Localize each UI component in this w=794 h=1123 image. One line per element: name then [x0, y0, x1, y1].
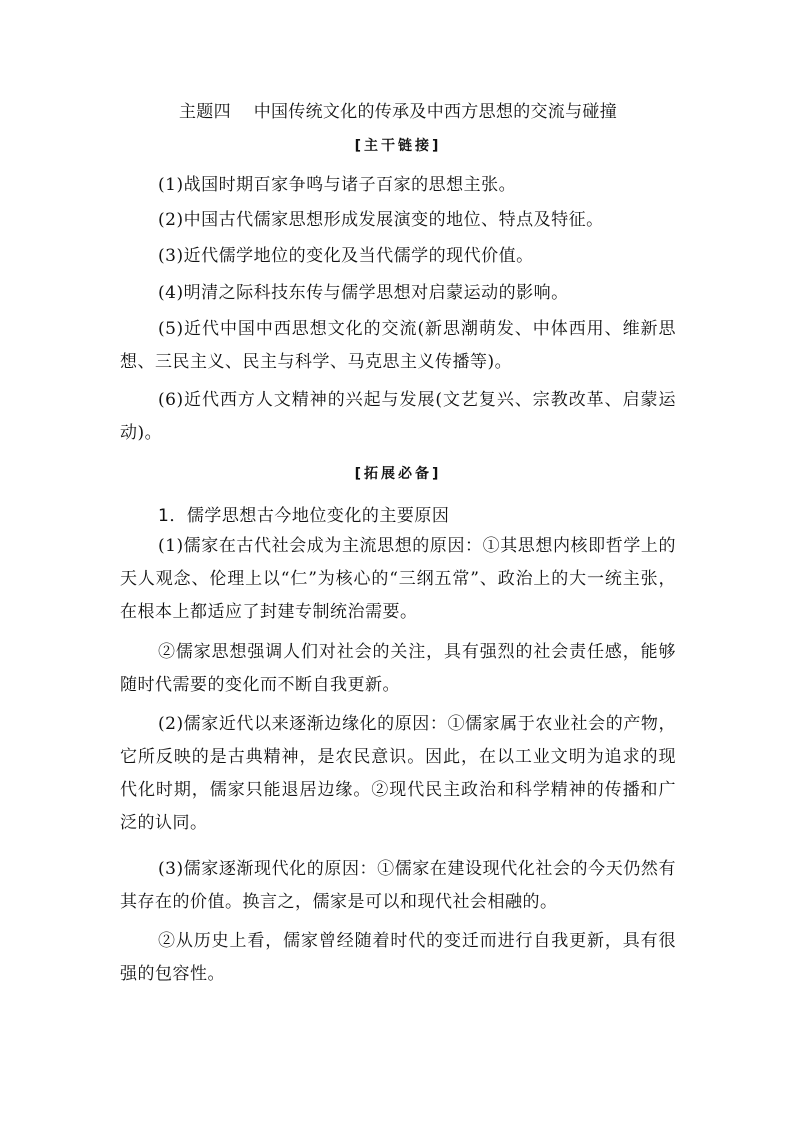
subsection-heading: 1．儒学思想古今地位变化的主要原因: [158, 506, 450, 526]
paragraph-3: (2)儒家近代以来逐渐边缘化的原因：①儒家属于农业社会的产物，它所反映的是古典精神，是农民意识。因此，在以工业文明为追求的现代化时期，儒家只能退居边缘。②现代民主政治和科学精神的传播和广泛的认同。: [120, 714, 676, 833]
paragraph-5: ②从历史上看，儒家曾经随着时代的变迁而进行自我更新，具有很强的包容性。: [120, 931, 676, 984]
main-link-item-6: (6)近代西方人文精神的兴起与发展(文艺复兴、宗教改革、启蒙运动)。: [120, 390, 676, 443]
main-link-item-4: (4)明清之际科技东传与儒学思想对启蒙运动的影响。: [158, 283, 569, 303]
paragraph-2: ②儒家思想强调人们对社会的关注，具有强烈的社会责任感，能够随时代需要的变化而不断自我更新。: [120, 642, 676, 695]
section-label-extension: [拓展必备]: [354, 466, 442, 482]
page-title: 主题四 中国传统文化的传承及中西方思想的交流与碰撞: [178, 102, 617, 122]
paragraph-1: (1)儒家在古代社会成为主流思想的原因：①其思想内核即哲学上的天人观念、伦理上以“仁”为核心的“三纲五常”、政治上的大一统主张，在根本上都适应了封建专制统治需要。: [120, 536, 676, 622]
paragraph-4: (3)儒家逐渐现代化的原因：①儒家在建设现代化社会的今天仍然有其存在的价值。换言之，儒家是可以和现代社会相融的。: [120, 859, 676, 912]
section-label-main-links: [主干链接]: [354, 138, 442, 154]
main-link-item-5: (5)近代中国中西思想文化的交流(新思潮萌发、中体西用、维新思想、三民主义、民主与科学、马克思主义传播等)。: [120, 319, 676, 372]
main-link-item-1: (1)战国时期百家争鸣与诸子百家的思想主张。: [158, 175, 517, 195]
main-link-item-3: (3)近代儒学地位的变化及当代儒学的现代价值。: [158, 246, 534, 266]
main-link-item-2: (2)中国古代儒家思想形成发展演变的地位、特点及特征。: [158, 210, 604, 230]
